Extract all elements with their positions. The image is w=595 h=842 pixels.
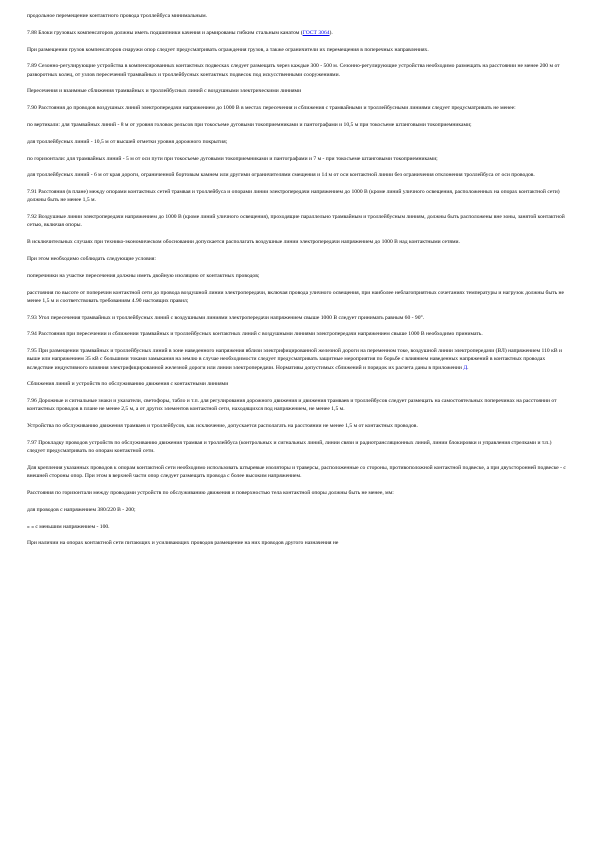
paragraph-text: поперечники на участке пересечения должны иметь двойную изоляцию от контактных проводов; (27, 272, 260, 279)
gost-3064-link[interactable]: ГОСТ 3064 (302, 29, 330, 36)
section-heading (27, 87, 568, 95)
paragraph (27, 347, 568, 372)
paragraph-text: 7.91 Расстояния (в плане) между опорами контактных сетей трамвая и троллейбуса и опорами линии электропередачи напряжением до 1000 В (кроме линий уличного освещения, расположенных на опорах контактной сети) должны быть не менее 1,5 м. (27, 189, 560, 204)
paragraph (27, 506, 568, 514)
paragraph (27, 46, 568, 54)
paragraph (27, 238, 568, 246)
paragraph (27, 62, 568, 78)
paragraph-text: 7.95 При размещении трамвайных и троллейбусных линий в зоне наведенного напряжения вблизи электрифицированной железной дороги на переменном токе, воздушной линии электропередачи (ВЛ) напряжением 110 кВ и выше или напряжением 35 кВ с большими токами замыкания на землю в случае необходимости следует предусматривать защитные мероприятия по борьбе с влиянием наведенных напряжений в контактных проводах вследствие индуктивного влияния электрифицированной железной дороги или линии электропередачи. Нормативы допустимых сближений и порядок их расчета даны в приложении (27, 348, 562, 371)
paragraph (27, 121, 568, 129)
paragraph-text: для троллейбусных линий - 10,5 м от высшей отметки уровня дорожного покрытия; (27, 138, 228, 145)
paragraph-text: по вертикали: для трамвайных линий - 8 м от уровня головок рельсов при токосъеме дуговыми токоприемниками и пантографами и 10,5 м при токосъеме штанговыми токоприемниками; (27, 121, 472, 128)
paragraph (27, 397, 568, 413)
paragraph-text: продольное перемещение контактного провода троллейбуса минимальным. (27, 13, 208, 19)
paragraph (27, 523, 568, 531)
paragraph (27, 464, 568, 480)
paragraph (27, 255, 568, 263)
paragraph-text: При этом необходимо соблюдать следующие условия: (27, 255, 156, 262)
paragraph-text: 7.93 Угол пересечения трамвайных и троллейбусных линий с воздушными линиями электропередачи напряжением свыше 1000 В следует принимать равным 60 - 90°. (27, 314, 425, 321)
paragraph (27, 539, 568, 547)
paragraph (27, 422, 568, 430)
paragraph (27, 289, 568, 305)
paragraph-text: Для крепления указанных проводов к опорам контактной сети необходимо использовать штыревые изоляторы и траверсы, расположенные со стороны, противоположной контактной подвеске, а при двухсторонней подвеске - с внешней стороны опор. При этом в верхней части опор следует размещать провода с более высоким напряжением. (27, 464, 566, 480)
paragraph-text: 7.92 Воздушные линии электропередачи напряжением до 1000 В (кроме линий уличного освещения), проходящие параллельно трамвайным и троллейбусным линиям, должны быть расположены вне зоны, занятой контактной сетью, включая опоры. (27, 214, 565, 229)
paragraph-text: 7.88 Блоки грузовых компенсаторов должны иметь подшипники качения и армированы гибким стальным канатом ( (27, 29, 303, 36)
paragraph-text: 7.96 Дорожные и сигнальные знаки и указатели, светофоры, табло и т.п. для регулирования дорожного движения и движения трамваев и троллейбусов следует размещать на самостоятельных поперечинах на расстоянии от контактных проводов в плане не менее 2,5 м, а от других элементов контактной сети, находящихся под напряжением, не менее 1,5 м. (27, 398, 557, 413)
paragraph-text-tail: . (467, 364, 469, 371)
paragraph (27, 439, 568, 455)
paragraph (27, 12, 568, 20)
paragraph-text: » » с меньшим напряжением - 100. (27, 523, 110, 530)
paragraph-text: расстояния по высоте от поперечин контактной сети до провода воздушной линии электропередачи, включая провода уличного освещения, при наиболее неблагоприятных сочетаниях температуры и нагрузок должны быть не менее 1,5 м и соответствовать требованиям 4.90 настоящих правил; (27, 289, 565, 304)
paragraph (27, 489, 568, 497)
paragraph (27, 188, 568, 204)
paragraph (27, 155, 568, 163)
paragraph-text: по горизонтали: для трамвайных линий - 5 м от оси пути при токосъеме дуговыми токоприемниками и пантографами и 7 м - при токосъеме штанговыми токоприемниками; (27, 155, 438, 162)
section-heading-text: Сближения линий и устройств по обслуживанию движения с контактными линиями (27, 381, 229, 388)
paragraph (27, 272, 568, 280)
paragraph-text: для проводов с напряжением 380/220 В - 200; (27, 506, 136, 513)
paragraph-text: Устройства по обслуживанию движения трамваев и троллейбусов, как исключение, допускается располагать на расстоянии не менее 1,5 м от контактных проводов. (27, 423, 418, 430)
section-heading-text: Пересечения и взаимные сближения трамвайных и троллейбусных линий с воздушными электрическими линиями (27, 88, 302, 95)
paragraph-text: 7.89 Сезонно-регулирующие устройства в компенсированных контактных подвесках следует размещать через каждые 300 - 500 м. Сезонно-регулирующие устройства необходимо размещать на расстоянии не менее 200 м от разворотных колец, от узлов пересечений трамвайных и троллейбусных контактных подвесок под искусственными сооружениями. (27, 63, 560, 78)
paragraph (27, 330, 568, 338)
paragraph (27, 213, 568, 229)
paragraph (27, 138, 568, 146)
paragraph-text: В исключительных случаях при технико-экономическом обосновании допускается располагать воздушные линии электропередачи напряжением до 1000 В над контактными сетями. (27, 239, 460, 246)
paragraph-text: для троллейбусных линий - 6 м от края дороги, ограниченной бортовым камнем или другими ограничителями смещения и 14 м от оси контактной линии без ограничения отклонения троллейбуса от оси проводов. (27, 172, 535, 179)
paragraph (27, 314, 568, 322)
paragraph (27, 29, 568, 37)
paragraph-text: При размещении грузов компенсаторов снаружи опор следует предусматривать ограждения грузов, а также ограничители их перемещения в поперечных направлениях. (27, 46, 429, 53)
paragraph-text: При наличии на опорах контактной сети питающих и усиливающих проводов размещение на них проводов другого назначения не (27, 540, 339, 547)
paragraph-text: 7.97 Прокладку проводов устройств по обслуживанию движения трамвая и троллейбуса (контрольных и сигнальных линий, линии связи и радиотрансляционных линий, линии блокировки и управления стрелками и т.п.) следует предусматривать по опорам контактной сети. (27, 439, 552, 455)
paragraph-text: 7.90 Расстояния до проводов воздушных линий электропередачи напряжением до 1000 В в местах пересечения и сближения с трамвайными и троллейбусными линиями следует предусматривать не менее: (27, 105, 516, 112)
paragraph-text: 7.94 Расстояния при пересечении и сближении трамвайных и троллейбусных контактных линий с воздушными линиями электропередачи напряжением свыше 1000 В необходимо принимать. (27, 331, 483, 338)
paragraph-text: Расстояния по горизонтали между проводами устройств по обслуживанию движения и поверхностью тела контактной опоры должны быть не менее, мм: (27, 489, 394, 496)
paragraph (27, 104, 568, 112)
paragraph (27, 171, 568, 179)
appendix-d-link[interactable]: Д (463, 364, 468, 371)
section-heading (27, 380, 568, 388)
paragraph-text-tail: ). (329, 29, 333, 36)
